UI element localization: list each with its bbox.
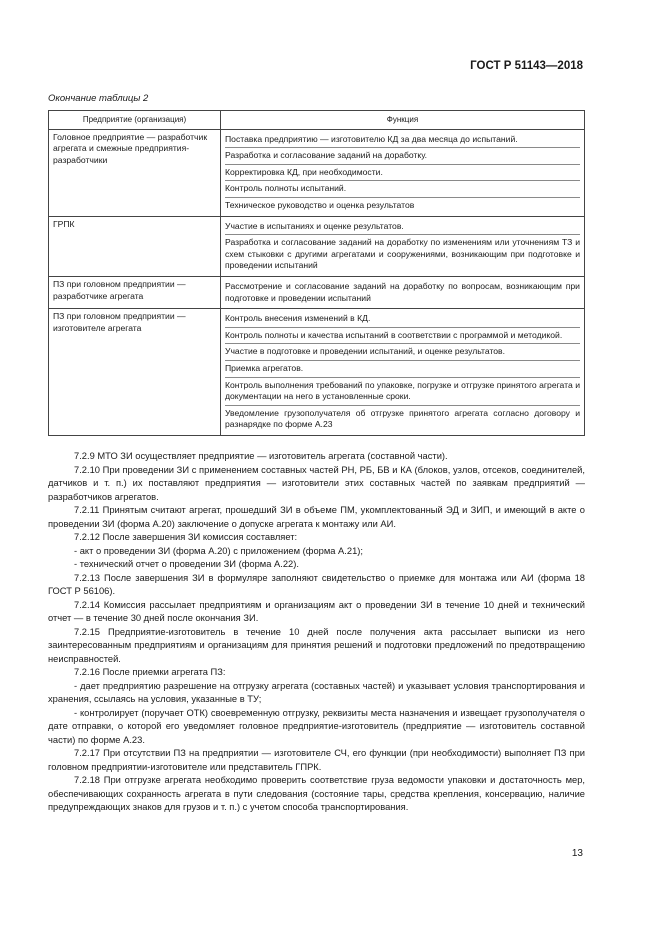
function-line: Поставка предприятию — изготовителю КД за два месяца до испытаний. [225,132,580,149]
paragraph-7-2-15: 7.2.15 Предприятие-изготовитель в течение 10 дней после получения акта рассылает выписки из него заинтересованным предприятиям и организациям для принятия решений и подготовки предложений по предотвращению неисправностей. [48,626,585,664]
list-item: - контролирует (поручает ОТК) своевременную отгрузку, реквизиты места назначения и извещает грузополучателя о дате отправки, о которой его уведомляет головное предприятие-изготовитель (предприятие — изготовитель составной части) по форме А.23. [48,707,585,745]
column-header-function: Функция [221,111,585,130]
table-row [49,276,585,308]
standard-header: ГОСТ Р 51143—2018 [470,60,583,72]
function-cell [221,309,585,436]
functions-table [48,110,585,436]
page-number: 13 [571,848,583,859]
paragraph-7-2-11: 7.2.11 Принятым считают агрегат, прошедший ЗИ в объеме ПМ, укомплектованный ЭД и ЗИП, и имеющий в акте о проведении ЗИ (форма А.20) заключение о допуске агрегата к монтажу или АИ. [48,505,585,529]
function-line: Рассмотрение и согласование заданий на доработку по вопросам, возникающим при подготовке и проведении испытаний [225,280,580,303]
list-item: - технический отчет о проведении ЗИ (форма А.22). [74,559,299,569]
paragraph-7-2-18: 7.2.18 При отгрузке агрегата необходимо проверить соответствие груза ведомости упаковки и достаточность мер, обеспечивающих сохранность агрегата в пути следования (состояние тары, средства крепления, консервацию, наличие предупреждающих знаков для грузов и т. п.) с учетом способа транспортирования. [48,775,585,812]
function-line: Уведомление грузополучателя об отгрузке принятого агрегата согласно договору и разнарядке по форме А.23 [225,407,580,430]
function-line: Разработка и согласование заданий на доработку. [225,148,580,165]
list-item: - акт о проведении ЗИ (форма А.20) с приложением (форма А.21); [74,545,363,556]
function-line: Контроль выполнения требований по упаковке, погрузке и отгрузке принятого агрегата и документации на него в установленные сроки. [225,378,580,406]
table-row [49,216,585,276]
org-cell: ПЗ при головном предприятии — изготовителе агрегата [49,309,221,436]
paragraph-7-2-17: 7.2.17 При отсутствии ПЗ на предприятии — изготовителе СЧ, его функции (при необходимости) выполняет ПЗ при головном предприятии-изготовителе или представитель ГПРК. [48,748,585,772]
paragraph-7-2-12: 7.2.12 После завершения ЗИ комиссия составляет: [74,532,298,542]
list-item: - дает предприятию разрешение на отгрузку агрегата (составных частей) и указывает условия транспортирования и хранения, ссылаясь на условия, указанные в ТУ; [48,680,585,704]
function-line: Контроль полноты и качества испытаний в соответствии с программой и методикой. [225,328,580,345]
org-cell: ПЗ при головном предприятии — разработчике агрегата [49,276,221,308]
table-row [49,309,585,436]
function-line: Контроль полноты испытаний. [225,181,580,198]
org-cell: Головное предприятие — разработчик агрегата и смежные предприятия-разработчики [49,129,221,216]
org-cell: ГРПК [49,216,221,276]
function-cell [221,129,585,216]
paragraph-7-2-13: 7.2.13 После завершения ЗИ в формуляре заполняют свидетельство о приемке для монтажа или АИ (форма 18 ГОСТ Р 56106). [48,572,585,596]
paragraph-7-2-16: 7.2.16 После приемки агрегата ПЗ: [74,667,226,677]
table-caption: Окончание таблицы 2 [48,93,149,104]
function-line: Корректировка КД, при необходимости. [225,165,580,182]
column-header-org: Предприятие (организация) [49,111,221,130]
function-line: Участие в подготовке и проведении испытаний, и оценке результатов. [225,344,580,361]
function-line: Приемка агрегатов. [225,361,580,378]
function-line: Контроль внесения изменений в КД. [225,311,580,328]
paragraph-7-2-10: 7.2.10 При проведении ЗИ с применением составных частей РН, РБ, БВ и КА (блоков, узлов, отсеков, соединителей, датчиков и т. п.) их поставляют предприятия — изготовители этих составных частей по заявкам предприятий — разработчиков агрегатов. [48,464,585,502]
table-header-row [49,111,585,130]
function-line: Техническое руководство и оценка результатов [225,199,415,210]
function-line: Участие в испытаниях и оценке результатов. [225,219,580,236]
function-cell [221,216,585,276]
paragraph-7-2-9: 7.2.9 МТО ЗИ осуществляет предприятие — изготовитель агрегата (составной части). [74,451,448,461]
function-cell [221,276,585,308]
function-line: Разработка и согласование заданий на доработку по изменениям или уточнениям ТЗ и схем стыковки с другими агрегатами и сооружениями, возникающим при подготовке и проведении испытаний [225,237,580,271]
body-text [48,450,585,815]
table-row [49,129,585,216]
paragraph-7-2-14: 7.2.14 Комиссия рассылает предприятиям и организациям акт о проведении ЗИ в течение 10 дней и технический отчет — в течение 30 дней после окончания ЗИ. [48,599,585,623]
